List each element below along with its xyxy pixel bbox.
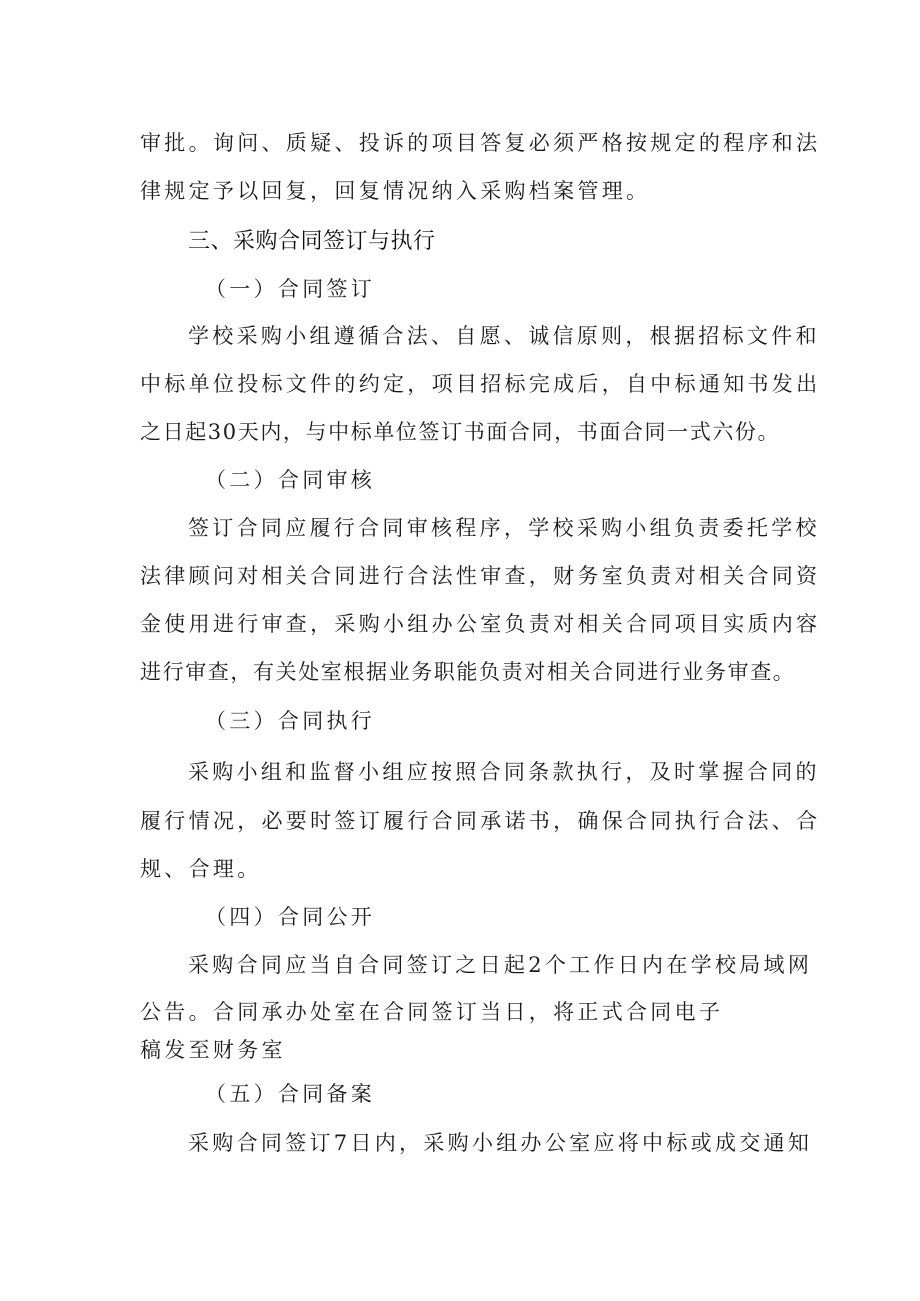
paragraph-line: 采购合同应当自合同签订之日起2个工作日内在学校局域网 [188,953,813,977]
paragraph-line: 履行情况，必要时签订履行合同承诺书，确保合同执行合法、合 [140,809,821,833]
paragraph-line: 学校采购小组遵循合法、自愿、诚信原则，根据招标文件和 [188,324,820,348]
subsection-title: （五）合同备案 [205,1082,376,1106]
paragraph-line: 稿发至财务室 [140,1038,286,1062]
subsection-title: （四）合同公开 [205,905,376,929]
paragraph-line: 法律顾问对相关合同进行合法性审查，财务室负责对相关合同资 [140,564,821,588]
paragraph-line: 采购合同签订7日内，采购小组办公室应将中标或成交通知 [188,1131,813,1155]
paragraph-line: 签订合同应履行合同审核程序，学校采购小组负责委托学校 [188,516,820,540]
paragraph-line: 审批。询问、质疑、投诉的项目答复必须严格按规定的程序和法 [140,131,821,155]
subsection-title: （三）合同执行 [205,709,376,733]
paragraph-line: 之日起30天内，与中标单位签订书面合同，书面合同一式六份。 [140,420,781,444]
paragraph-line: 规、合理。 [140,857,262,881]
paragraph-line: 中标单位投标文件的约定，项目招标完成后，自中标通知书发出 [140,372,821,396]
section-heading: 三、采购合同签订与执行 [188,229,436,254]
paragraph-line: 进行审查，有关处室根据业务职能负责对相关合同进行业务审查。 [140,660,796,684]
paragraph-line: 金使用进行审查，采购小组办公室负责对相关合同项目实质内容 [140,612,821,636]
subsection-title: （二）合同审核 [205,468,376,492]
subsection-title: （一）合同签订 [205,277,376,301]
paragraph-line: 律规定予以回复，回复情况纳入采购档案管理。 [140,179,651,203]
paragraph-line: 公告。合同承办处室在合同签订当日，将正式合同电子 [140,1000,724,1024]
paragraph-line: 采购小组和监督小组应按照合同条款执行，及时掌握合同的 [188,760,820,784]
